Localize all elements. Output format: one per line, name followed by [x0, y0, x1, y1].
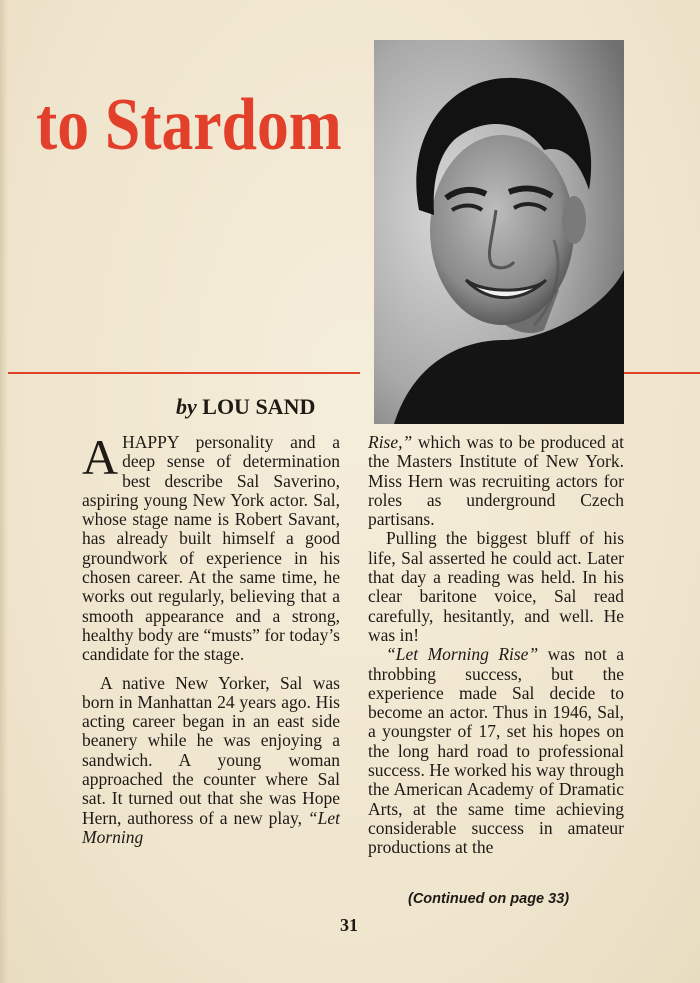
byline-by: by	[176, 394, 197, 419]
article-paragraph	[368, 529, 624, 645]
article-column-left	[82, 429, 341, 847]
red-rule-right	[624, 372, 700, 374]
article-paragraph	[82, 429, 340, 665]
play-title: Rise,”	[368, 432, 413, 452]
article-paragraph-text: Pulling the biggest bluff of his life, Sal asserted he could act. Later that day a reading was held. In his clear baritone voice, Sal read carefully, hesitantly, and well. He was in!	[368, 528, 624, 645]
page-edge	[0, 0, 8, 983]
byline-author: LOU SAND	[202, 394, 316, 419]
article-paragraph-text: was not a throbbing success, but the experience made Sal decide to become an actor. Thus in 1946, Sal, a youngster of 17, set his hopes on the long hard road to professional success. He worked his way through the American Academy of Dramatic Arts, at the same time achieving considerable success in amateur productions at the	[368, 644, 624, 858]
article-paragraph-text: which was to be produced at the Masters Institute of New York. Miss Hern was recruiting actors for roles as underground Czech partisans.	[368, 432, 625, 530]
article-paragraph	[368, 433, 624, 529]
drop-cap: A	[82, 429, 119, 485]
red-rule-left	[8, 372, 360, 374]
article-paragraph-text: HAPPY personality and a deep sense of determination best describe Sal Saverino, aspiring young New York actor. Sal, whose stage name is Robert Savant, has already built himself a good groundwork of experience in his chosen career. At the same time, he works out regularly, believing that a smooth appearance and a strong, healthy body are “musts” for today’s candidate for the stage.	[82, 432, 340, 665]
continued-note: (Continued on page 33)	[408, 891, 570, 907]
article-paragraph-text: A native New Yorker, Sal was born in Manhattan 24 years ago. His acting career began in an east side beanery while he was enjoying a sandwich. A young woman approached the counter where Sal sat. It turned out that she was Hope Hern, authoress of a new play,	[82, 672, 340, 828]
portrait-photo-illustration	[374, 40, 624, 424]
headline-title: to Stardom	[36, 84, 342, 166]
play-title: “Let Morning	[82, 807, 341, 847]
article-column-right	[368, 433, 624, 858]
page-number: 31	[340, 915, 358, 935]
portrait-photo	[374, 40, 624, 424]
article-paragraph	[368, 645, 624, 857]
byline	[176, 394, 315, 420]
article-paragraph	[82, 674, 340, 848]
play-title: “Let Morning Rise”	[386, 644, 539, 665]
